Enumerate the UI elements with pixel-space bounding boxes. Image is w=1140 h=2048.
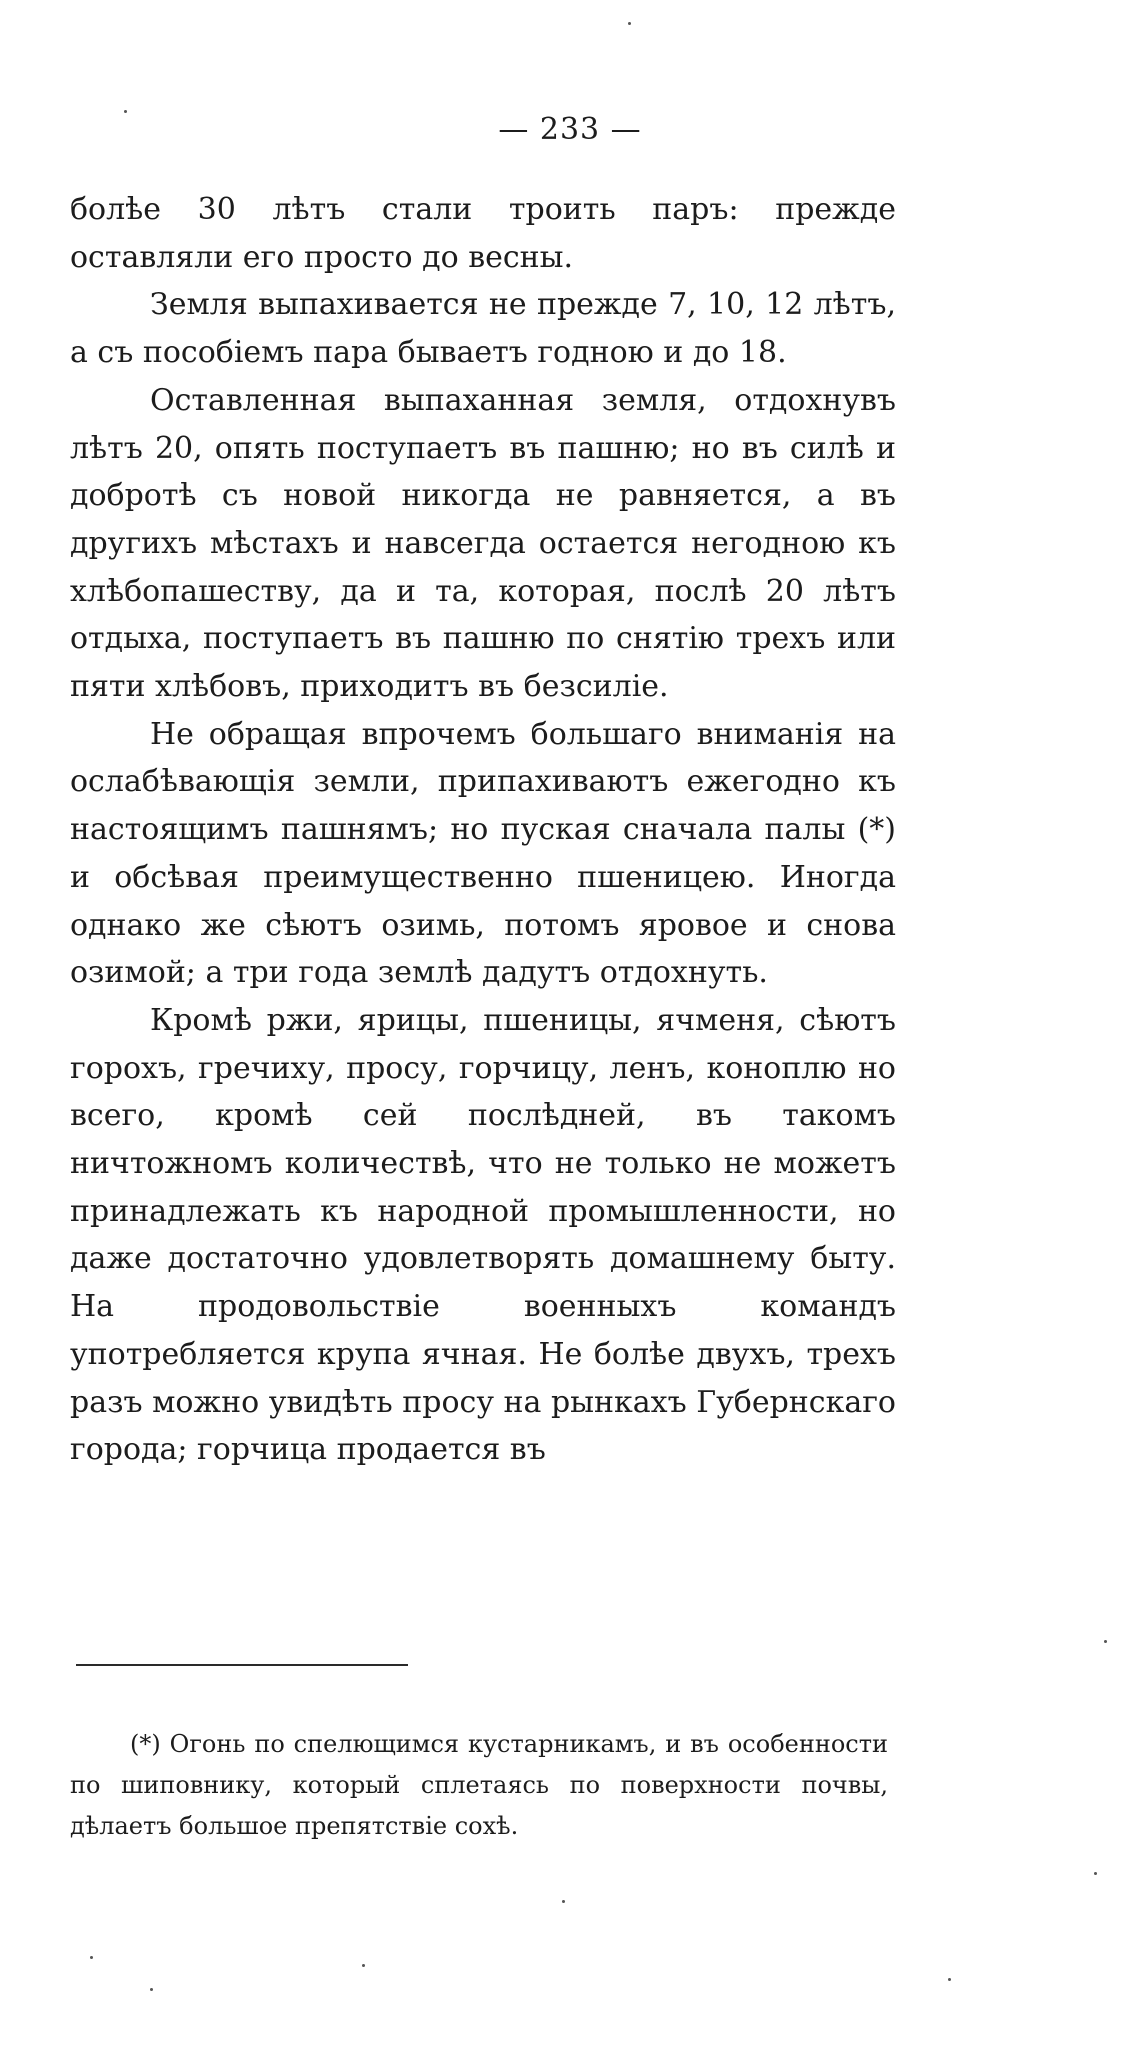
paragraph: болѣе 30 лѣтъ стали троить паръ: прежде оставляли его просто до весны. [70,192,896,275]
scan-speck [948,1978,951,1981]
paragraph: Кромѣ ржи, ярицы, пшеницы, ячменя, сѣютъ горохъ, гречиху, просу, горчицу, ленъ, коноплю но всего, кромѣ сей послѣдней, въ такомъ ничтожномъ количествѣ, что не только не можетъ принадлежать къ народной промышленности, но даже достаточно удовлетворять домашнему быту. На продовольствіе военныхъ командъ употребляется крупа ячная. Не болѣе двухъ, трехъ разъ можно увидѣть просу на рынкахъ Губернскаго города; горчица продается въ [70,1002,896,1468]
main-text [70,186,896,1474]
scan-speck [1104,1640,1107,1643]
scan-speck [1094,1872,1097,1875]
paragraph: Оставленная выпаханная земля, отдохнувъ лѣтъ 20, опять поступаетъ въ пашню; но въ силѣ и добротѣ съ новой никогда не равняется, а въ другихъ мѣстахъ и навсегда остается негодною къ хлѣбопашеству, да и та, которая, послѣ 20 лѣтъ отдыха, поступаетъ въ пашню по снятію трехъ или пяти хлѣбовъ, приходитъ въ безсиліе. [70,382,896,705]
scan-speck [90,1956,93,1959]
footnote-divider [76,1664,408,1666]
paragraph: Земля выпахивается не прежде 7, 10, 12 лѣтъ, а съ пособіемъ пара бываетъ годною и до 18. [70,287,896,371]
scan-speck [150,1988,153,1991]
paragraph: Не обращая впрочемъ большаго вниманія на ослабѣвающія земли, припахиваютъ ежегодно къ настоящимъ пашнямъ; но пуская сначала палы (*) и обсѣвая преимущественно пшеницею. Иногда однако же сѣютъ озимь, потомъ яровое и снова озимой; а три года землѣ дадутъ отдохнуть. [70,716,896,991]
footnote: (*) Огонь по спелющимся кустарникамъ, и въ особенности по шиповнику, который сплетаясь по поверхности почвы, дѣлаетъ большое препятствіе сохѣ. [70,1730,888,1840]
scan-speck [124,110,127,113]
scan-speck [562,1900,565,1903]
scan-speck [628,22,631,25]
scan-speck [362,1964,365,1967]
page-number: — 233 — [498,112,642,147]
